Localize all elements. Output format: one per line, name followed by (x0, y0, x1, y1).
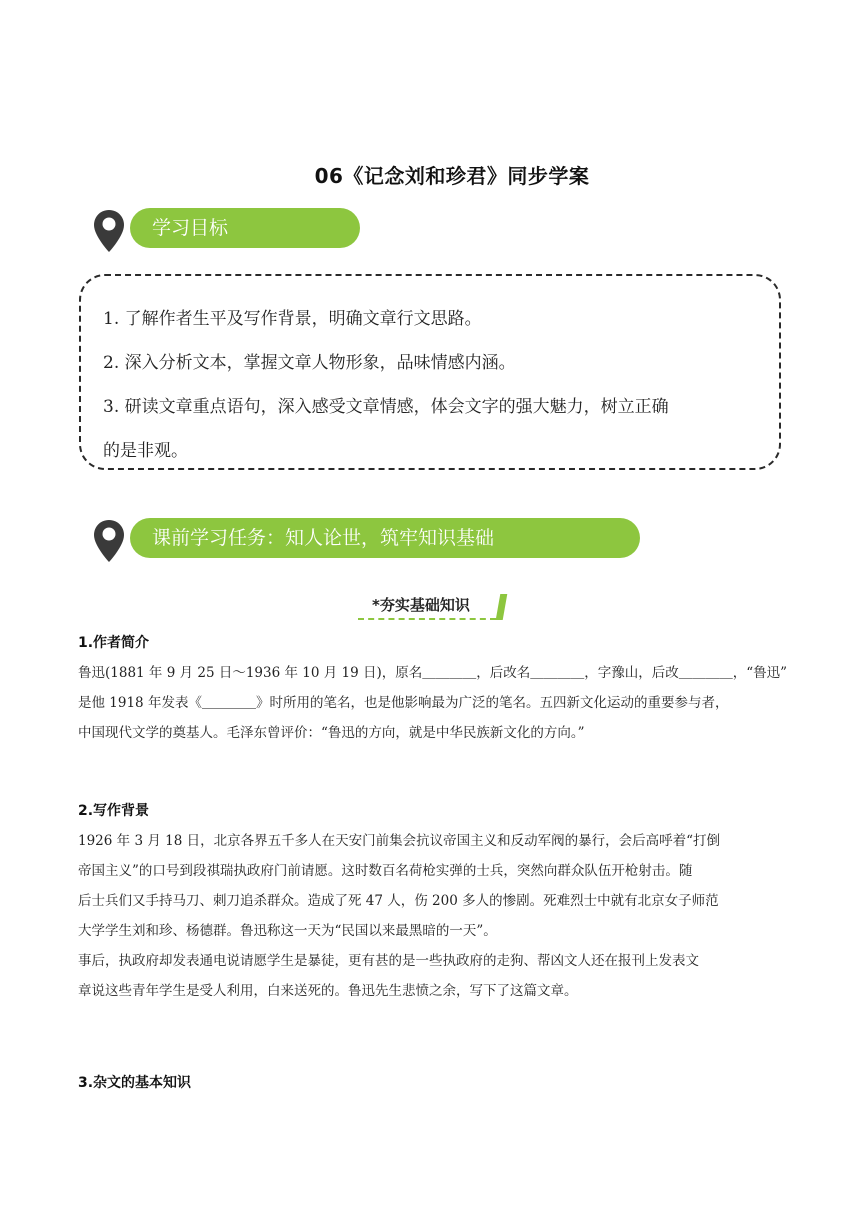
map-pin-icon (92, 208, 126, 254)
heading-background: 2.写作背景 (78, 803, 150, 819)
heading-zawen: 3.杂文的基本知识 (78, 1075, 192, 1091)
text-line: 大学学生刘和珍、杨德群。鲁迅称这一天为“民国以来最黑暗的一天”。 (78, 923, 497, 939)
section-label: 学习目标 (130, 208, 360, 248)
goal-item: 1. 了解作者生平及写作背景，明确文章行文思路。 (103, 309, 482, 329)
objectives-box (79, 274, 781, 470)
map-pin-icon (92, 518, 126, 564)
text-line: 是他 1918 年发表《＿＿＿＿》时所用的笔名，也是他影响最为广泛的笔名。五四新文化运动的重要参与者， (78, 695, 729, 711)
text-line: 事后，执政府却发表通电说请愿学生是暴徒，更有甚的是一些执政府的走狗、帮凶文人还在报刊上发表文 (78, 953, 699, 969)
text-line: 后士兵们又手持马刀、刺刀追杀群众。造成了死 47 人，伤 200 多人的惨剧。死难烈士中就有北京女子师范 (78, 893, 719, 909)
text-line: 鲁迅(1881 年 9 月 25 日～1936 年 10 月 19 日)，原名＿＿＿＿，后改名＿＿＿＿，字豫山，后改＿＿＿＿，“鲁迅” (78, 665, 788, 681)
heading-author: 1.作者简介 (78, 635, 150, 651)
section-label: 课前学习任务：知人论世，筑牢知识基础 (130, 518, 640, 558)
subheading-underline (358, 618, 496, 620)
author-paragraph (78, 658, 786, 748)
subheading-text: *夯实基础知识 (372, 596, 470, 614)
text-line: 1926 年 3 月 18 日，北京各界五千多人在天安门前集会抗议帝国主义和反动军阀的暴行，会后高呼着“打倒 (78, 833, 720, 849)
goal-item: 2. 深入分析文本，掌握文章人物形象，品味情感内涵。 (103, 353, 516, 373)
background-paragraph (78, 826, 786, 1006)
text-line: 中国现代文学的奠基人。毛泽东曾评价：“鲁迅的方向，就是中华民族新文化的方向。” (78, 725, 585, 741)
subheading-basics (358, 594, 508, 622)
goal-item: 3. 研读文章重点语句，深入感受文章情感，体会文字的强大魅力，树立正确 (103, 397, 669, 417)
text-line: 章说这些青年学生是受人利用，白来送死的。鲁迅先生悲愤之余，写下了这篇文章。 (78, 983, 578, 999)
page-title: 06《记念刘和珍君》同步学案 (314, 164, 590, 188)
text-line: 帝国主义”的口号到段祺瑞执政府门前请愿。这时数百名荷枪实弹的士兵，突然向群众队伍开枪射击。随 (78, 863, 693, 879)
subheading-accent-bar (496, 594, 508, 620)
goal-item: 的是非观。 (103, 441, 188, 461)
